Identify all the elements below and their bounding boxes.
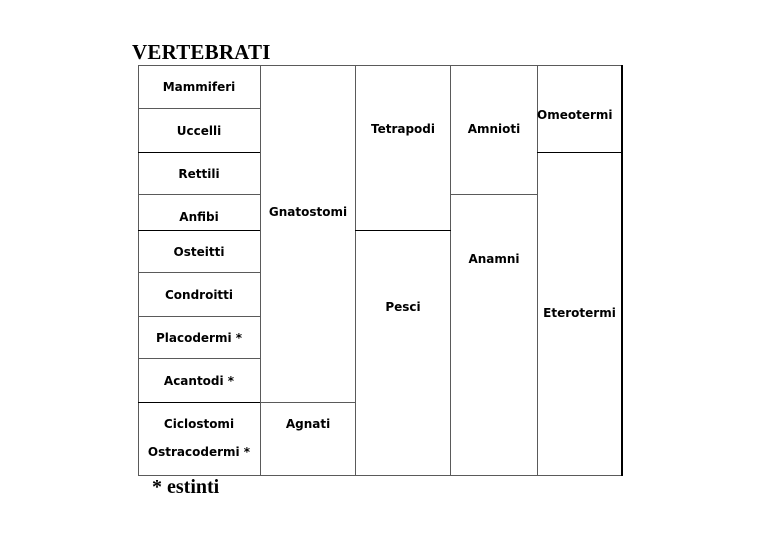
row-divider — [355, 230, 451, 231]
group-omeotermi: Omeotermi — [537, 108, 613, 122]
row-divider — [260, 402, 356, 403]
class-mammiferi: Mammiferi — [162, 80, 236, 94]
table-border-right — [621, 65, 623, 476]
class-ciclostomi: Ciclostomi — [163, 417, 235, 431]
page-title: VERTEBRATI — [132, 40, 271, 64]
class-anfibi: Anfibi — [179, 210, 219, 224]
class-ostracodermi: Ostracodermi * — [147, 445, 251, 459]
row-divider — [138, 402, 260, 403]
column-divider — [260, 65, 261, 476]
class-osteitti: Osteitti — [173, 245, 225, 259]
group-agnati: Agnati — [285, 417, 331, 431]
row-divider — [450, 194, 538, 195]
row-divider — [138, 272, 260, 273]
class-placodermi: Placodermi * — [155, 331, 243, 345]
row-divider — [537, 152, 622, 153]
class-acantodi: Acantodi * — [163, 374, 235, 388]
row-divider — [138, 358, 260, 359]
row-divider — [138, 108, 260, 109]
row-divider — [138, 316, 260, 317]
row-divider — [138, 152, 260, 153]
class-condroitti: Condroitti — [164, 288, 234, 302]
class-uccelli: Uccelli — [176, 124, 222, 138]
group-pesci: Pesci — [385, 300, 421, 314]
group-tetrapodi: Tetrapodi — [370, 122, 436, 136]
group-amnioti: Amnioti — [467, 122, 521, 136]
group-eterotermi: Eterotermi — [543, 306, 616, 320]
table-border-top — [138, 65, 623, 66]
row-divider — [138, 194, 260, 195]
class-rettili: Rettili — [178, 167, 220, 181]
footnote-extinct: * estinti — [152, 476, 220, 498]
group-anamni: Anamni — [468, 252, 520, 266]
row-divider — [138, 230, 260, 231]
group-gnatostomi: Gnatostomi — [268, 205, 348, 219]
